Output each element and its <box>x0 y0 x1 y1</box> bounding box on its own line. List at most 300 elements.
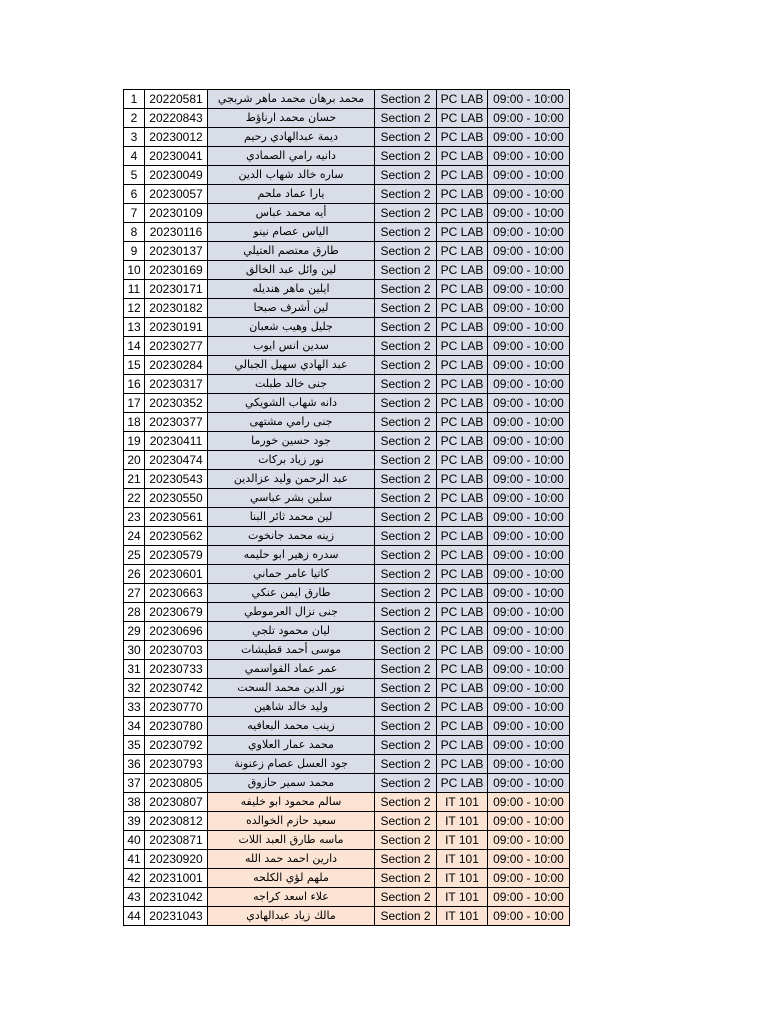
student-id-cell: 20230411 <box>145 432 208 451</box>
time-cell: 09:00 - 10:00 <box>488 641 570 660</box>
table-row <box>124 90 570 109</box>
table-row <box>124 774 570 793</box>
time-cell: 09:00 - 10:00 <box>488 242 570 261</box>
student-id-cell: 20230377 <box>145 413 208 432</box>
section-cell: Section 2 <box>375 147 437 166</box>
section-cell: Section 2 <box>375 261 437 280</box>
row-number-cell: 28 <box>124 603 145 622</box>
student-id-cell: 20230696 <box>145 622 208 641</box>
student-id-cell: 20230703 <box>145 641 208 660</box>
table-row <box>124 755 570 774</box>
student-id-cell: 20230182 <box>145 299 208 318</box>
student-id-cell: 20230579 <box>145 546 208 565</box>
student-name-cell: وليد خالد شاهين <box>208 698 375 717</box>
row-number-cell: 4 <box>124 147 145 166</box>
time-cell: 09:00 - 10:00 <box>488 717 570 736</box>
time-cell: 09:00 - 10:00 <box>488 375 570 394</box>
student-name-cell: دانه شهاب الشويكي <box>208 394 375 413</box>
student-name-cell: عبد الهادي سهيل الجبالي <box>208 356 375 375</box>
time-cell: 09:00 - 10:00 <box>488 850 570 869</box>
time-cell: 09:00 - 10:00 <box>488 223 570 242</box>
row-number-cell: 25 <box>124 546 145 565</box>
section-cell: Section 2 <box>375 489 437 508</box>
room-cell: PC LAB <box>437 147 488 166</box>
row-number-cell: 37 <box>124 774 145 793</box>
room-cell: PC LAB <box>437 489 488 508</box>
room-cell: PC LAB <box>437 185 488 204</box>
row-number-cell: 44 <box>124 907 145 926</box>
schedule-table <box>123 89 570 926</box>
row-number-cell: 20 <box>124 451 145 470</box>
row-number-cell: 34 <box>124 717 145 736</box>
student-id-cell: 20230116 <box>145 223 208 242</box>
student-id-cell: 20220843 <box>145 109 208 128</box>
table-row <box>124 717 570 736</box>
student-id-cell: 20230474 <box>145 451 208 470</box>
time-cell: 09:00 - 10:00 <box>488 413 570 432</box>
student-id-cell: 20231043 <box>145 907 208 926</box>
student-id-cell: 20230663 <box>145 584 208 603</box>
room-cell: PC LAB <box>437 755 488 774</box>
time-cell: 09:00 - 10:00 <box>488 299 570 318</box>
section-cell: Section 2 <box>375 869 437 888</box>
time-cell: 09:00 - 10:00 <box>488 793 570 812</box>
section-cell: Section 2 <box>375 299 437 318</box>
time-cell: 09:00 - 10:00 <box>488 831 570 850</box>
table-row <box>124 508 570 527</box>
student-id-cell: 20230561 <box>145 508 208 527</box>
section-cell: Section 2 <box>375 736 437 755</box>
time-cell: 09:00 - 10:00 <box>488 584 570 603</box>
room-cell: PC LAB <box>437 679 488 698</box>
table-row <box>124 109 570 128</box>
row-number-cell: 3 <box>124 128 145 147</box>
student-name-cell: الياس عصام نينو <box>208 223 375 242</box>
section-cell: Section 2 <box>375 546 437 565</box>
table-row <box>124 337 570 356</box>
row-number-cell: 2 <box>124 109 145 128</box>
student-name-cell: محمد سمير حازوق <box>208 774 375 793</box>
section-cell: Section 2 <box>375 698 437 717</box>
room-cell: PC LAB <box>437 223 488 242</box>
time-cell: 09:00 - 10:00 <box>488 622 570 641</box>
section-cell: Section 2 <box>375 812 437 831</box>
room-cell: PC LAB <box>437 413 488 432</box>
section-cell: Section 2 <box>375 470 437 489</box>
time-cell: 09:00 - 10:00 <box>488 147 570 166</box>
section-cell: Section 2 <box>375 907 437 926</box>
time-cell: 09:00 - 10:00 <box>488 356 570 375</box>
row-number-cell: 31 <box>124 660 145 679</box>
row-number-cell: 29 <box>124 622 145 641</box>
student-id-cell: 20230317 <box>145 375 208 394</box>
room-cell: PC LAB <box>437 394 488 413</box>
section-cell: Section 2 <box>375 584 437 603</box>
row-number-cell: 5 <box>124 166 145 185</box>
room-cell: PC LAB <box>437 584 488 603</box>
row-number-cell: 40 <box>124 831 145 850</box>
student-name-cell: لين محمد ثائر البنا <box>208 508 375 527</box>
room-cell: PC LAB <box>437 90 488 109</box>
student-id-cell: 20230812 <box>145 812 208 831</box>
student-name-cell: كاتيا عامر حماني <box>208 565 375 584</box>
section-cell: Section 2 <box>375 603 437 622</box>
section-cell: Section 2 <box>375 622 437 641</box>
row-number-cell: 15 <box>124 356 145 375</box>
time-cell: 09:00 - 10:00 <box>488 907 570 926</box>
room-cell: PC LAB <box>437 717 488 736</box>
room-cell: IT 101 <box>437 869 488 888</box>
student-id-cell: 20230733 <box>145 660 208 679</box>
row-number-cell: 12 <box>124 299 145 318</box>
room-cell: PC LAB <box>437 128 488 147</box>
student-id-cell: 20230041 <box>145 147 208 166</box>
student-id-cell: 20230562 <box>145 527 208 546</box>
table-row <box>124 375 570 394</box>
room-cell: PC LAB <box>437 109 488 128</box>
row-number-cell: 24 <box>124 527 145 546</box>
room-cell: PC LAB <box>437 242 488 261</box>
row-number-cell: 35 <box>124 736 145 755</box>
row-number-cell: 8 <box>124 223 145 242</box>
student-name-cell: ليان محمود تلجي <box>208 622 375 641</box>
schedule-table-body <box>124 90 570 926</box>
table-row <box>124 831 570 850</box>
row-number-cell: 22 <box>124 489 145 508</box>
section-cell: Section 2 <box>375 375 437 394</box>
student-name-cell: سدره زهير ابو حليمه <box>208 546 375 565</box>
student-id-cell: 20230352 <box>145 394 208 413</box>
table-row <box>124 793 570 812</box>
time-cell: 09:00 - 10:00 <box>488 166 570 185</box>
table-row <box>124 242 570 261</box>
time-cell: 09:00 - 10:00 <box>488 280 570 299</box>
row-number-cell: 1 <box>124 90 145 109</box>
table-row <box>124 888 570 907</box>
student-name-cell: ملهم لؤي الكلحه <box>208 869 375 888</box>
room-cell: PC LAB <box>437 204 488 223</box>
section-cell: Section 2 <box>375 565 437 584</box>
room-cell: IT 101 <box>437 850 488 869</box>
time-cell: 09:00 - 10:00 <box>488 432 570 451</box>
student-name-cell: زينب محمد البعافيه <box>208 717 375 736</box>
time-cell: 09:00 - 10:00 <box>488 812 570 831</box>
table-row <box>124 413 570 432</box>
row-number-cell: 32 <box>124 679 145 698</box>
section-cell: Section 2 <box>375 90 437 109</box>
table-row <box>124 660 570 679</box>
student-name-cell: سلين بشر عباسي <box>208 489 375 508</box>
room-cell: PC LAB <box>437 622 488 641</box>
row-number-cell: 39 <box>124 812 145 831</box>
table-row <box>124 812 570 831</box>
table-row <box>124 261 570 280</box>
section-cell: Section 2 <box>375 109 437 128</box>
student-id-cell: 20230770 <box>145 698 208 717</box>
room-cell: PC LAB <box>437 565 488 584</box>
section-cell: Section 2 <box>375 128 437 147</box>
student-id-cell: 20230171 <box>145 280 208 299</box>
student-id-cell: 20231042 <box>145 888 208 907</box>
room-cell: PC LAB <box>437 660 488 679</box>
room-cell: PC LAB <box>437 166 488 185</box>
student-name-cell: نور الدين محمد السحت <box>208 679 375 698</box>
section-cell: Section 2 <box>375 356 437 375</box>
student-name-cell: زينه محمد جانخوت <box>208 527 375 546</box>
student-name-cell: جود العسل عصام زعنونة <box>208 755 375 774</box>
student-name-cell: جود حسين خورما <box>208 432 375 451</box>
room-cell: PC LAB <box>437 546 488 565</box>
student-id-cell: 20230871 <box>145 831 208 850</box>
student-name-cell: علاء اسعد كراجه <box>208 888 375 907</box>
row-number-cell: 23 <box>124 508 145 527</box>
student-name-cell: ديمة عبدالهادي رحيم <box>208 128 375 147</box>
time-cell: 09:00 - 10:00 <box>488 755 570 774</box>
table-row <box>124 166 570 185</box>
student-name-cell: جنى رامي مشتهى <box>208 413 375 432</box>
room-cell: PC LAB <box>437 432 488 451</box>
student-id-cell: 20230742 <box>145 679 208 698</box>
row-number-cell: 17 <box>124 394 145 413</box>
student-name-cell: جليل وهيب شعبان <box>208 318 375 337</box>
row-number-cell: 33 <box>124 698 145 717</box>
student-id-cell: 20230012 <box>145 128 208 147</box>
room-cell: PC LAB <box>437 508 488 527</box>
student-name-cell: طارق معتصم العتيلي <box>208 242 375 261</box>
table-row <box>124 223 570 242</box>
room-cell: PC LAB <box>437 774 488 793</box>
student-id-cell: 20220581 <box>145 90 208 109</box>
student-name-cell: لين أشرف صبحا <box>208 299 375 318</box>
time-cell: 09:00 - 10:00 <box>488 337 570 356</box>
student-id-cell: 20230277 <box>145 337 208 356</box>
table-row <box>124 128 570 147</box>
student-name-cell: محمد عمار العلاوي <box>208 736 375 755</box>
time-cell: 09:00 - 10:00 <box>488 888 570 907</box>
student-id-cell: 20230601 <box>145 565 208 584</box>
student-name-cell: عمر عماد القواسمي <box>208 660 375 679</box>
table-row <box>124 546 570 565</box>
student-name-cell: جنى نزال العرموطي <box>208 603 375 622</box>
section-cell: Section 2 <box>375 774 437 793</box>
time-cell: 09:00 - 10:00 <box>488 546 570 565</box>
section-cell: Section 2 <box>375 204 437 223</box>
student-name-cell: دارين احمد حمد الله <box>208 850 375 869</box>
row-number-cell: 9 <box>124 242 145 261</box>
room-cell: IT 101 <box>437 831 488 850</box>
student-id-cell: 20230169 <box>145 261 208 280</box>
student-name-cell: سالم محمود ابو خليفه <box>208 793 375 812</box>
student-name-cell: مالك زياد عبدالهادي <box>208 907 375 926</box>
student-id-cell: 20230805 <box>145 774 208 793</box>
table-row <box>124 356 570 375</box>
section-cell: Section 2 <box>375 337 437 356</box>
student-id-cell: 20230550 <box>145 489 208 508</box>
room-cell: PC LAB <box>437 375 488 394</box>
section-cell: Section 2 <box>375 641 437 660</box>
row-number-cell: 19 <box>124 432 145 451</box>
room-cell: PC LAB <box>437 736 488 755</box>
section-cell: Section 2 <box>375 831 437 850</box>
student-name-cell: أيه محمد عباس <box>208 204 375 223</box>
room-cell: PC LAB <box>437 527 488 546</box>
time-cell: 09:00 - 10:00 <box>488 185 570 204</box>
time-cell: 09:00 - 10:00 <box>488 204 570 223</box>
student-name-cell: سدين انس ايوب <box>208 337 375 356</box>
student-id-cell: 20230807 <box>145 793 208 812</box>
table-row <box>124 470 570 489</box>
section-cell: Section 2 <box>375 451 437 470</box>
row-number-cell: 13 <box>124 318 145 337</box>
table-row <box>124 204 570 223</box>
time-cell: 09:00 - 10:00 <box>488 869 570 888</box>
student-id-cell: 20230792 <box>145 736 208 755</box>
table-row <box>124 736 570 755</box>
room-cell: PC LAB <box>437 451 488 470</box>
room-cell: IT 101 <box>437 888 488 907</box>
room-cell: PC LAB <box>437 318 488 337</box>
table-row <box>124 622 570 641</box>
room-cell: PC LAB <box>437 641 488 660</box>
table-row <box>124 185 570 204</box>
row-number-cell: 7 <box>124 204 145 223</box>
table-row <box>124 489 570 508</box>
table-row <box>124 584 570 603</box>
row-number-cell: 38 <box>124 793 145 812</box>
student-id-cell: 20230049 <box>145 166 208 185</box>
room-cell: IT 101 <box>437 812 488 831</box>
row-number-cell: 30 <box>124 641 145 660</box>
table-row <box>124 869 570 888</box>
row-number-cell: 16 <box>124 375 145 394</box>
row-number-cell: 18 <box>124 413 145 432</box>
row-number-cell: 27 <box>124 584 145 603</box>
student-name-cell: نور زياد بركات <box>208 451 375 470</box>
time-cell: 09:00 - 10:00 <box>488 527 570 546</box>
student-name-cell: محمد برهان محمد ماهر شربجي <box>208 90 375 109</box>
row-number-cell: 10 <box>124 261 145 280</box>
row-number-cell: 21 <box>124 470 145 489</box>
section-cell: Section 2 <box>375 888 437 907</box>
section-cell: Section 2 <box>375 242 437 261</box>
section-cell: Section 2 <box>375 755 437 774</box>
section-cell: Section 2 <box>375 679 437 698</box>
room-cell: IT 101 <box>437 907 488 926</box>
student-name-cell: لين وائل عبد الخالق <box>208 261 375 280</box>
section-cell: Section 2 <box>375 394 437 413</box>
student-name-cell: ماسه طارق العبد اللات <box>208 831 375 850</box>
room-cell: PC LAB <box>437 356 488 375</box>
section-cell: Section 2 <box>375 166 437 185</box>
time-cell: 09:00 - 10:00 <box>488 261 570 280</box>
student-name-cell: سعيد حازم الخوالده <box>208 812 375 831</box>
room-cell: PC LAB <box>437 299 488 318</box>
section-cell: Section 2 <box>375 527 437 546</box>
room-cell: PC LAB <box>437 261 488 280</box>
time-cell: 09:00 - 10:00 <box>488 394 570 413</box>
section-cell: Section 2 <box>375 717 437 736</box>
student-id-cell: 20231001 <box>145 869 208 888</box>
student-id-cell: 20230109 <box>145 204 208 223</box>
room-cell: IT 101 <box>437 793 488 812</box>
row-number-cell: 26 <box>124 565 145 584</box>
table-row <box>124 641 570 660</box>
time-cell: 09:00 - 10:00 <box>488 679 570 698</box>
student-id-cell: 20230793 <box>145 755 208 774</box>
row-number-cell: 14 <box>124 337 145 356</box>
section-cell: Section 2 <box>375 223 437 242</box>
time-cell: 09:00 - 10:00 <box>488 508 570 527</box>
student-id-cell: 20230057 <box>145 185 208 204</box>
time-cell: 09:00 - 10:00 <box>488 698 570 717</box>
table-row <box>124 280 570 299</box>
student-name-cell: ساره خالد شهاب الدين <box>208 166 375 185</box>
time-cell: 09:00 - 10:00 <box>488 128 570 147</box>
row-number-cell: 42 <box>124 869 145 888</box>
table-row <box>124 850 570 869</box>
student-id-cell: 20230543 <box>145 470 208 489</box>
student-id-cell: 20230284 <box>145 356 208 375</box>
student-name-cell: دانيه رامي الصمادي <box>208 147 375 166</box>
table-row <box>124 565 570 584</box>
room-cell: PC LAB <box>437 280 488 299</box>
table-row <box>124 432 570 451</box>
student-name-cell: طارق ايمن عنكي <box>208 584 375 603</box>
room-cell: PC LAB <box>437 603 488 622</box>
room-cell: PC LAB <box>437 470 488 489</box>
table-row <box>124 318 570 337</box>
row-number-cell: 11 <box>124 280 145 299</box>
table-row <box>124 527 570 546</box>
time-cell: 09:00 - 10:00 <box>488 489 570 508</box>
student-name-cell: عبد الرحمن وليد عزالدين <box>208 470 375 489</box>
row-number-cell: 41 <box>124 850 145 869</box>
section-cell: Section 2 <box>375 432 437 451</box>
time-cell: 09:00 - 10:00 <box>488 603 570 622</box>
section-cell: Section 2 <box>375 660 437 679</box>
table-row <box>124 451 570 470</box>
time-cell: 09:00 - 10:00 <box>488 736 570 755</box>
row-number-cell: 43 <box>124 888 145 907</box>
row-number-cell: 36 <box>124 755 145 774</box>
table-row <box>124 603 570 622</box>
student-id-cell: 20230679 <box>145 603 208 622</box>
student-name-cell: ايلين ماهر هنديله <box>208 280 375 299</box>
table-row <box>124 147 570 166</box>
time-cell: 09:00 - 10:00 <box>488 565 570 584</box>
time-cell: 09:00 - 10:00 <box>488 660 570 679</box>
student-name-cell: جنى خالد طبلت <box>208 375 375 394</box>
section-cell: Section 2 <box>375 280 437 299</box>
section-cell: Section 2 <box>375 318 437 337</box>
student-name-cell: موسى أحمد قطيشات <box>208 641 375 660</box>
student-id-cell: 20230780 <box>145 717 208 736</box>
time-cell: 09:00 - 10:00 <box>488 109 570 128</box>
time-cell: 09:00 - 10:00 <box>488 774 570 793</box>
student-id-cell: 20230191 <box>145 318 208 337</box>
student-name-cell: حسان محمد ارناؤط <box>208 109 375 128</box>
room-cell: PC LAB <box>437 698 488 717</box>
time-cell: 09:00 - 10:00 <box>488 470 570 489</box>
section-cell: Section 2 <box>375 185 437 204</box>
time-cell: 09:00 - 10:00 <box>488 318 570 337</box>
table-row <box>124 679 570 698</box>
student-name-cell: يارا عماد ملحم <box>208 185 375 204</box>
table-row <box>124 299 570 318</box>
time-cell: 09:00 - 10:00 <box>488 90 570 109</box>
student-id-cell: 20230920 <box>145 850 208 869</box>
row-number-cell: 6 <box>124 185 145 204</box>
